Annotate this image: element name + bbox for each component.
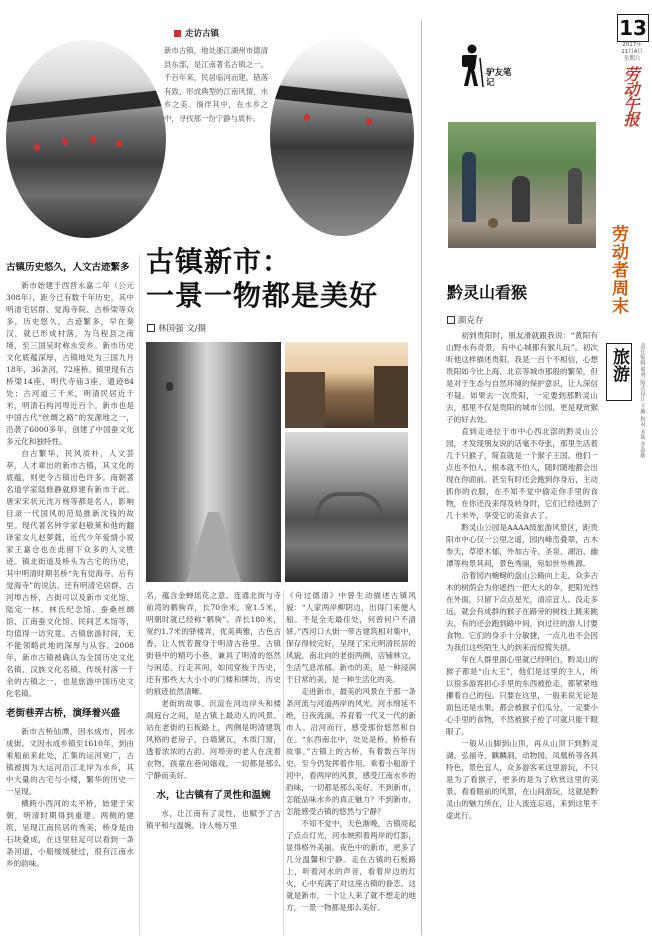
section-banner xyxy=(603,225,649,525)
lantern-icon xyxy=(166,382,173,391)
right-byline xyxy=(447,314,484,326)
column-divider xyxy=(139,255,140,935)
path-shape xyxy=(186,512,241,582)
section-tag-marker xyxy=(174,30,181,37)
issue-date xyxy=(612,42,652,63)
photo-waterway xyxy=(285,432,408,582)
paragraph-ending: 不知不觉中，天色渐晚，古镇亮起了点点灯光，河水映照着两岸的灯影，显得格外美丽。夜色中的新市，更多了几分温馨和宁静。走在古镇的石板路上，听着河水的声音，看着岸边的灯火，心中充满了对这座古镇的眷恋。这就是新市，一个让人来了就不想走的地方，一景一物都是那么美好。 xyxy=(286,819,416,912)
column-divider xyxy=(283,590,284,935)
paragraph-streets: 新市古桥仙潭，因水成市，因水成街。文因水成乡镇至1610年，到由乘船前来此处，汇集的运河宽广，古镇被拥为大运河沿江北岸为水乡，其中大量的古宅与小楼，繁华的历史一一呈现。 xyxy=(6,727,134,796)
lantern-icon xyxy=(366,118,372,125)
bridge-shape xyxy=(315,492,383,516)
section-banner-sub: 旅游 xyxy=(609,348,629,382)
lantern-icon xyxy=(62,138,68,145)
photo-street-sunset xyxy=(285,342,408,428)
subhead-streets: 老街巷弄古桥，演绎着兴盛 xyxy=(6,708,121,719)
middle-column-a xyxy=(146,590,281,935)
date-day: 11月4日 xyxy=(621,49,643,55)
person-shape xyxy=(462,152,476,222)
paragraph-oldstreet: 老街的故事、沉淀在河边岸头和楼阁庭台之间，是古镇上最动人的风景。站在老街的石板路上，两侧是明清建筑风格的老房子，白墙黛瓦，木质门窗，透着浓浓的古韵。河埠旁的老人在洗着衣物，孩童在巷间嬉戏，一切都是那么宁静而美好。 xyxy=(146,699,281,780)
page-number: 13 xyxy=(619,16,647,40)
byline-marker xyxy=(447,316,455,324)
paragraph-scenery: 黔灵山公园是AAAA级旅游风景区，距贵阳市中心仅一公里之遥，园内峰峦叠翠，古木参天，草原木郁，外加古寺、圣泉、湖泊、幽谭等构景其间，景色秀丽，宛如世外桃源。 xyxy=(446,523,598,568)
headline xyxy=(146,245,426,313)
right-headline: 黔灵山看猴 xyxy=(447,283,528,302)
headline-line-1: 古镇新市： xyxy=(146,245,292,278)
right-byline-text: 颜克存 xyxy=(458,316,484,326)
photo-monkeys xyxy=(448,122,596,248)
subhead-history: 古镇历史悠久，人文古迹繁多 xyxy=(6,262,130,273)
paragraph-park: 直到走进位于市中心西北部的黔灵山公园，才发现朋友说的话毫不夸张，那里生活着几千只猴子，简直就是一个猴子王国。他们一点也不怕人，根本就不怕人，随时随地都会出现在你面前。甚至有时还会跑到你身后，主动抓你的衣服，在不知不觉中偷走你手里的食物，在你还没来得及转身时，它们已经逃到了几十米外，享受它的美食去了。 xyxy=(446,427,598,520)
hiker-icon xyxy=(458,44,484,88)
roof-shape xyxy=(6,90,166,123)
subhead-water: 水，让古镇有了灵性和温婉 xyxy=(156,790,271,801)
person-shape xyxy=(568,168,582,224)
paragraph-bridges: 横跨小西河的太平桥，始建于宋朝，明清时期得到重建。两侧的建筑，呈现江南民居的秀美，桥身是由石块叠成，在这里驻足可以看到一条条河道，小船缓缓驶过，很有江南水乡的韵味。 xyxy=(6,799,134,868)
paragraph-kings: 年在人群里面心里就已经明白，黔灵山的猴子都是“山大王”，他们是这里的主人，所以很多游客担心手里的东西被抢走，都紧紧地攥着自己的包。只要在这里，一般来说无论是面包还是水果，都会被猴子们瓜分，一定要小心手里的食物，不然被猴子抢了可就只能干瞪眼了。 xyxy=(446,655,598,736)
lantern-icon xyxy=(90,136,96,143)
byline xyxy=(147,322,206,334)
paragraph-summary: 一般从山脚到山顶，再从山顶下到黔灵湖，弘福寺、麒麟洞、动物园、凤凰桥等各具特色，景色宜人，众多游客来这里游玩，不只是为了看猴子，更多的是为了欣赏这里的美景。看看眼前的风景，在山间游玩，这就是黔灵山的魅力所在，让人流连忘返，来到这里不虚此行。 xyxy=(446,739,598,820)
monkey-shape xyxy=(488,218,498,228)
section-tag xyxy=(174,27,219,39)
section-banner-title: 劳动者周末 xyxy=(608,225,628,315)
photo-circle-right xyxy=(270,36,414,236)
credits: 责任编辑 谭勇 版式设计 王雁 校对 宋瑞 李淑敏 xyxy=(639,343,645,458)
lantern-icon xyxy=(116,140,122,147)
roof-shape xyxy=(270,84,414,113)
section-tag-label: 走访古镇 xyxy=(185,29,220,39)
person-shape xyxy=(512,176,530,222)
middle-column-b xyxy=(286,590,416,935)
photo-alley xyxy=(146,342,281,582)
page-number-box xyxy=(617,14,649,42)
byline-marker xyxy=(147,324,155,332)
paragraph-culture: 自古繁华，民风质朴，人文荟萃，人才辈出的新市古镇，其文化的底蕴，则更令古镇出色许多。南朝著名道学家陆修静就修建有新市于此。唐宋宋状元沈万杨等都是名人，影响目录一代国风的范局推新沈钱的故里。现代著名钟学家赵敬莱和他的翻译家女儿赵萝蕤，近代少年爱情小说家王嘉仓也在此留下众多的人文胜迹。镇北街道及桥头为古宅的历史，其中明清时期名桥“先有觉海寺，后有觉海寺”的说法。还有明清宅居群、古河埠古桥，古街可以及新市文化馆、陆定一林、林氏纪念馆、蚕桑丝绸馆、江南蚕文化馆、民间艺术馆等，均值得一访究竟。古镇旅游时间，无不能领略此地的深厚与从容。2008年，新市古镇被确认为全国历史文化名镇、汉族文化名镇、传统村落一千余的古镇之一，也是旅游中国历史文化名镇。 xyxy=(6,449,134,698)
paragraph-guiyang: 初到贵阳时，朋友滑就跟我说：“黄阳有山野水有奇景，有中心城都有猴儿玩”。初次听他这样描述贵阳，我是一百个不相信，心想贵阳如今比上海、北京等城市那般的繁荣，但是对于生态与自然环境的保护意识，让人深信不疑。如果去一次贵阳，一定要到那黔灵山去，那里不仅是贵阳的城市公园，更是观赏猴子的好去处。 xyxy=(446,331,598,424)
paragraph-history: 新市始建于西晋永嘉二年（公元308年），距今已有数千年历史，其中明清宅居群、觉海寺院、古桥梁等众多，历史悠久，古迹繁多，早在秦汉，就已形成村落，为乌程县之南境，至三国吴时称永安乡。新市历史文化底蕴深厚，古镇地处为三国九月18年，36条河，72座桥。镇里现有古桥梁14座，明代寺庙3座，遗迹84处；古河道三千米，明清民居近千米，明清石构河埠近百个。新市也是中国古代“丝绸之路”的发源地之一，沿袭了6000多年，创建了中国蚕文化多元化和独特性。 xyxy=(6,281,134,446)
date-year: 2017年 xyxy=(622,42,642,48)
house-shape xyxy=(374,366,408,428)
photo-circle-left xyxy=(6,40,166,238)
house-shape xyxy=(285,372,325,428)
paragraph-road: 沿着园内蜿蜒的盘山公路向上走，众多古木的树荫会为你遮挡一把大大的伞，把阳光挡在外面，只留下点点星光，清凉宜人。没走多远，就会有成群的猴子在路旁的树枝上跳来跳去，有的还会跑到路中间，向过往的游人讨要食物。它们的身手十分敏捷，一点儿也不会因为我们这些陌生人的到来而惊慌失措。 xyxy=(446,571,598,652)
article-divider xyxy=(421,20,422,935)
section-banner-sub-box xyxy=(606,343,632,401)
column-tag: 驴友笔记 xyxy=(486,68,512,88)
lantern-icon xyxy=(34,144,40,151)
paragraph-rivers: 走进新市，最美的风景在于那一条条河流与河道两岸的风光。河水绵延不绝，日夜流淌，养育着一代又一代的新市人。沿河而行，感受那份悠然和自在。“东西南北中，处处是桥，桥桥有故事。”古镇上的古桥，有着数百年历史，至今仍发挥着作用。乘着小船游于河中，看两岸的风景，感受江南水乡的韵味，一切都是那么美好。不到新市，怎能品味水乡的真正魅力？不到新市，怎能感受古镇的悠然与宁静？ xyxy=(286,687,416,816)
byline-text: 林国强 文/摄 xyxy=(158,324,207,334)
masthead-logo: 劳动午报 xyxy=(621,66,640,126)
lantern-icon xyxy=(304,114,310,121)
circle-caption: 新市古镇，地处浙江湖州市德清县东部，是江南著名古镇之一。千百年来，民居临河而建，错落有致，形成典型的江南风情，水乡之美。徜徉其中，在水乡之中，寻找那一份宁静与质朴。 xyxy=(164,46,268,123)
left-column xyxy=(6,262,134,934)
paragraph-water: 水，让江南有了灵性，也赋予了古镇平和与温婉。诗人杨万里 xyxy=(146,809,281,830)
paragraph-lanes: 名，蕴含金蝉瑶花之意。连通北街与寺前湾的驷驹弄，长70余米，宽1.5米，明朝时就已经称“驷驹”。弄长180米，宽约1.7米的驿楼弄，优美典雅，古色古香，让人恍若置身于明清古巷里。古镇街巷中的精巧小巷，兼具了明清的悠然与闲适，行走其间，如同穿梭于历史，还有那些大大小小的门楼和牌坊，历史的痕迹依然清晰。 xyxy=(146,591,281,696)
paragraph-poem: 《舟过德清》中曾生动描述古镇风貌：“人家两岸柳阴边，出得门来便入船。不是全无最佳处，何曾何户不清妍。”西河口大街一带古建筑相对集中，保存得较完好，呈现了宋元明清民居的风貌。南北向的老街两侧，店铺林立，生活气息浓郁。新市的美，是一种浸润于日常的美，是一种生活化的美。 xyxy=(286,591,416,684)
headline-line-2: 一景一物都是美好 xyxy=(146,279,379,312)
date-weekday: 星期六 xyxy=(623,56,641,62)
right-column xyxy=(446,330,598,935)
